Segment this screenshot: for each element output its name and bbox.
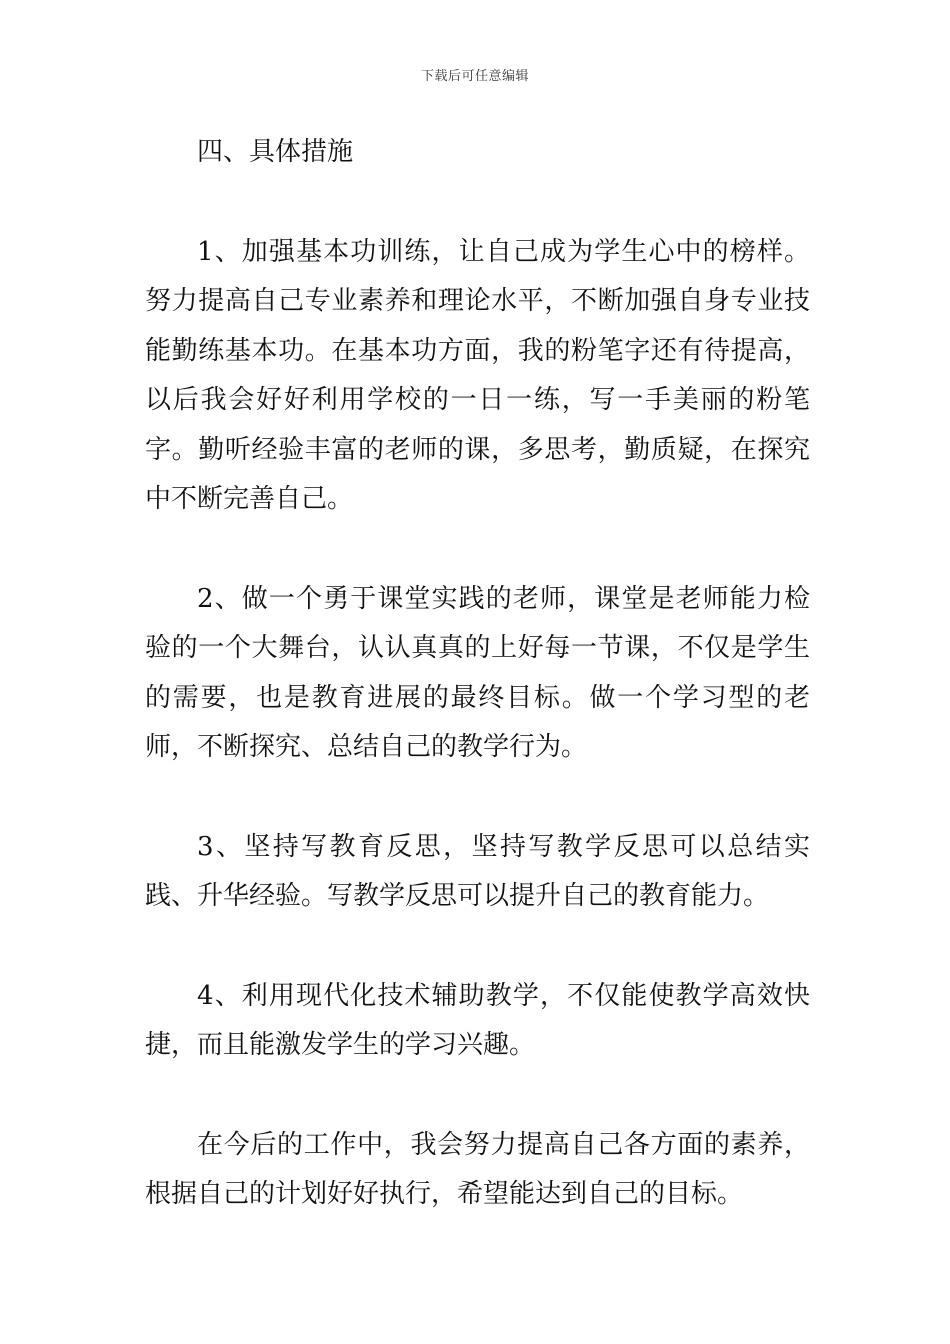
paragraph-measure-1: 1、加强基本功训练，让自己成为学生心中的榜样。努力提高自己专业素养和理论水平，不断加强自身专业技能勤练基本功。在基本功方面，我的粉笔字还有待提高，以后我会好好利用学校的一日一练，写一手美丽的粉笔字。勤听经验丰富的老师的课，多思考，勤质疑，在探究中不断完善自己。 — [145, 236, 810, 514]
paragraph-measure-2: 2、做一个勇于课堂实践的老师，课堂是老师能力检验的一个大舞台，认认真真的上好每一节课，不仅是学生的需要，也是教育进展的最终目标。做一个学习型的老师，不断探究、总结自己的教学行为。 — [145, 583, 810, 762]
paragraph-gap — [145, 922, 810, 972]
page-header-note: 下载后可任意编辑 — [420, 69, 529, 84]
paragraph-measure-3: 3、坚持写教育反思，坚持写教学反思可以总结实践、升华经验。写教学反思可以提升自己的教育能力。 — [145, 831, 810, 911]
paragraph-gap — [145, 525, 810, 575]
paragraph-gap — [145, 773, 810, 823]
paragraph-measure-4: 4、利用现代化技术辅助教学，不仅能使教学高效快捷，而且能激发学生的学习兴趣。 — [145, 980, 810, 1060]
document-body — [145, 128, 810, 1220]
section-heading: 四、具体措施 — [197, 137, 354, 167]
paragraph-gap — [145, 1071, 810, 1121]
paragraph-conclusion: 在今后的工作中，我会努力提高自己各方面的素养，根据自己的计划好好执行，希望能达到自己的目标。 — [145, 1129, 810, 1209]
